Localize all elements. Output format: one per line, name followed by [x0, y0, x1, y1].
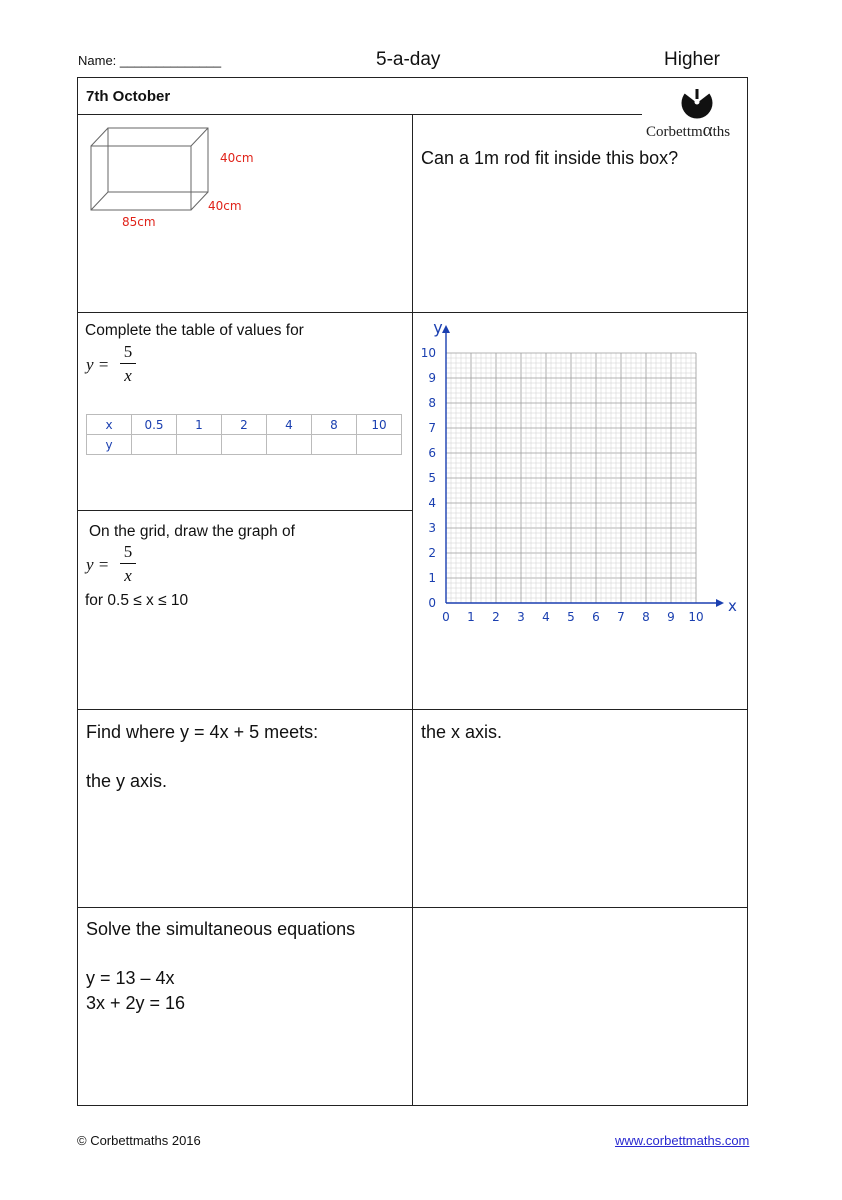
table-cell: 4 — [267, 415, 312, 435]
row-divider-2 — [77, 709, 748, 710]
row-divider-table — [77, 510, 412, 511]
q4-prompt: Find where y = 4x + 5 meets: — [86, 722, 319, 742]
q3-equation — [86, 542, 146, 588]
x-tick-label: 4 — [542, 610, 550, 624]
q3-prompt: On the grid, draw the graph of — [89, 523, 295, 540]
q2-prompt: Complete the table of values for — [85, 322, 304, 339]
y-tick-label: 9 — [428, 371, 436, 385]
q2-eq-denominator: x — [124, 366, 132, 385]
q3-eq-lhs: y = — [86, 555, 110, 574]
y-axis-arrow — [442, 325, 450, 333]
answer-grid[interactable] — [413, 313, 747, 709]
q5-prompt: Solve the simultaneous equations — [86, 919, 356, 939]
q3-eq-numerator: 5 — [123, 542, 133, 561]
q5-equation-1: y = 13 – 4x — [86, 968, 175, 988]
q4-part-a: the y axis. — [86, 771, 168, 791]
q2-eq-numerator: 5 — [123, 342, 133, 361]
y-tick-label: 1 — [428, 571, 436, 585]
values-table — [86, 414, 402, 455]
table-cell: 10 — [357, 415, 402, 435]
table-cell: 8 — [312, 415, 357, 435]
website-link[interactable]: www.corbettmaths.com — [615, 1133, 750, 1148]
cuboid-diagram — [86, 124, 266, 234]
table-cell: 0.5 — [132, 415, 177, 435]
table-answer-cell[interactable] — [357, 435, 402, 455]
worksheet-date: 7th October — [86, 88, 171, 105]
y-tick-label: 5 — [428, 471, 436, 485]
table-answer-cell[interactable] — [267, 435, 312, 455]
q4-part-b: the x axis. — [421, 722, 503, 742]
y-tick-label: 7 — [428, 421, 436, 435]
table-cell: x — [87, 415, 132, 435]
table-answer-cell[interactable] — [132, 435, 177, 455]
y-tick-label: 0 — [428, 596, 436, 610]
worksheet-title: 5-a-day — [376, 49, 441, 70]
worksheet-level: Higher — [664, 49, 720, 70]
q3-range: for 0.5 ≤ x ≤ 10 — [85, 592, 189, 609]
q2-eq-lhs: y = — [86, 355, 110, 374]
corbettmaths-logo-text: Corbettmαths — [646, 120, 731, 141]
corbettmaths-logo-icon — [679, 86, 715, 120]
x-tick-label: 5 — [567, 610, 575, 624]
box-depth-label: 40cm — [208, 199, 242, 213]
x-tick-label: 1 — [467, 610, 475, 624]
y-tick-label: 10 — [420, 346, 436, 360]
table-answer-cell[interactable] — [312, 435, 357, 455]
table-cell: y — [87, 435, 132, 455]
y-tick-label: 6 — [428, 446, 436, 460]
x-axis-label: x — [728, 597, 737, 615]
x-tick-label: 8 — [642, 610, 650, 624]
q2-equation — [86, 342, 146, 388]
x-tick-label: 7 — [617, 610, 625, 624]
x-tick-label: 3 — [517, 610, 525, 624]
x-tick-label: 10 — [688, 610, 704, 624]
table-cell: 1 — [177, 415, 222, 435]
q2-fraction-bar — [120, 363, 136, 364]
q5-equation-2: 3x + 2y = 16 — [86, 993, 186, 1013]
table-answer-cell[interactable] — [177, 435, 222, 455]
q1-question: Can a 1m rod fit inside this box? — [421, 148, 679, 168]
x-tick-label: 2 — [492, 610, 500, 624]
date-divider — [77, 114, 642, 115]
box-height-label: 40cm — [220, 151, 254, 165]
table-answer-cell[interactable] — [222, 435, 267, 455]
x-tick-label: 0 — [442, 610, 450, 624]
box-width-label: 85cm — [122, 215, 156, 229]
y-tick-label: 8 — [428, 396, 436, 410]
q3-eq-denominator: x — [124, 566, 132, 585]
row-divider-3 — [77, 907, 748, 908]
q3-fraction-bar — [120, 563, 136, 564]
table-cell: 2 — [222, 415, 267, 435]
y-tick-label: 4 — [428, 496, 436, 510]
name-field-label: Name: ______________ — [78, 53, 222, 68]
y-axis-label: y — [433, 318, 443, 337]
x-tick-label: 9 — [667, 610, 675, 624]
table-row-x — [87, 415, 402, 435]
y-tick-label: 3 — [428, 521, 436, 535]
y-tick-label: 2 — [428, 546, 436, 560]
copyright-text: © Corbettmaths 2016 — [77, 1133, 201, 1148]
x-tick-label: 6 — [592, 610, 600, 624]
table-row-y — [87, 435, 402, 455]
x-axis-arrow — [716, 599, 724, 607]
